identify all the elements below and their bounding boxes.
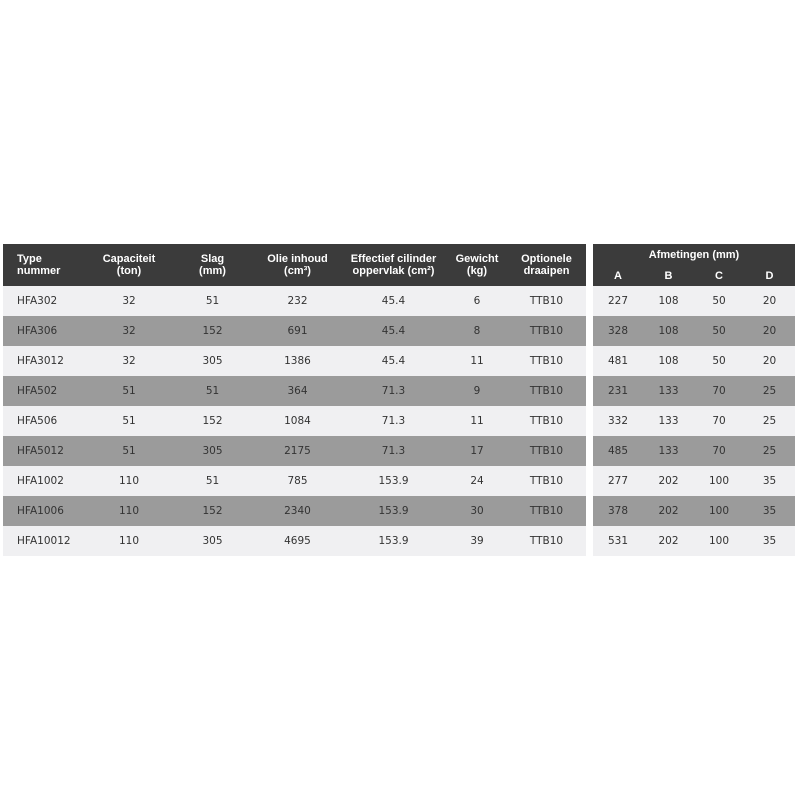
table-cell: HFA3012 (3, 346, 88, 376)
dimensions-row (593, 526, 795, 556)
table-cell: 45.4 (340, 316, 447, 346)
header-optional-pin: Optionele draaipen (507, 244, 586, 286)
table-cell: 227 (593, 286, 643, 316)
table-cell: 152 (170, 496, 255, 526)
table-cell: 153.9 (340, 526, 447, 556)
table-cell: 11 (447, 406, 507, 436)
table-cell: 51 (88, 406, 170, 436)
header-oil-capacity: Olie inhoud (cm³) (255, 244, 340, 286)
specifications-row (3, 436, 586, 466)
table-cell: 51 (88, 376, 170, 406)
table-cell: 202 (643, 496, 694, 526)
table-cell: 50 (694, 316, 744, 346)
table-cell: 202 (643, 526, 694, 556)
dimensions-row (593, 346, 795, 376)
table-cell: 50 (694, 346, 744, 376)
dimensions-columns-row (593, 266, 795, 286)
table-cell: 133 (643, 376, 694, 406)
table-cell: 51 (88, 436, 170, 466)
table-cell: 2340 (255, 496, 340, 526)
specifications-header-row (3, 244, 586, 286)
table-cell: 35 (744, 526, 795, 556)
table-cell: 45.4 (340, 286, 447, 316)
header-type-number: Type nummer (3, 244, 88, 286)
table-cell: 152 (170, 316, 255, 346)
specifications-row (3, 466, 586, 496)
table-cell: 108 (643, 346, 694, 376)
table-cell: 51 (170, 286, 255, 316)
table-cell: 11 (447, 346, 507, 376)
table-cell: HFA306 (3, 316, 88, 346)
specifications-row (3, 526, 586, 556)
table-cell: 25 (744, 376, 795, 406)
table-cell: 231 (593, 376, 643, 406)
dimensions-row (593, 496, 795, 526)
table-cell: 108 (643, 316, 694, 346)
table-cell: HFA1006 (3, 496, 88, 526)
table-cell: 32 (88, 346, 170, 376)
dimensions-title-row (593, 244, 795, 266)
table-cell: TTB10 (507, 466, 586, 496)
table-cell: 305 (170, 346, 255, 376)
table-cell: TTB10 (507, 286, 586, 316)
table-cell: 108 (643, 286, 694, 316)
table-cell: 332 (593, 406, 643, 436)
dimension-column-a: A (593, 266, 643, 286)
table-cell: 35 (744, 466, 795, 496)
dimension-column-c: C (694, 266, 744, 286)
table-cell: 6 (447, 286, 507, 316)
table-cell: 133 (643, 406, 694, 436)
table-cell: HFA302 (3, 286, 88, 316)
table-cell: 51 (170, 376, 255, 406)
table-cell: TTB10 (507, 406, 586, 436)
table-cell: 71.3 (340, 406, 447, 436)
table-cell: 364 (255, 376, 340, 406)
table-cell: HFA5012 (3, 436, 88, 466)
table-cell: 485 (593, 436, 643, 466)
table-cell: 232 (255, 286, 340, 316)
table-cell: HFA506 (3, 406, 88, 436)
table-cell: 378 (593, 496, 643, 526)
table-cell: 277 (593, 466, 643, 496)
table-cell: 328 (593, 316, 643, 346)
table-cell: 110 (88, 466, 170, 496)
table-cell: 305 (170, 436, 255, 466)
table-cell: 4695 (255, 526, 340, 556)
table-cell: 70 (694, 436, 744, 466)
specifications-table (3, 244, 586, 556)
table-cell: HFA502 (3, 376, 88, 406)
table-cell: 32 (88, 316, 170, 346)
table-cell: 70 (694, 406, 744, 436)
dimensions-row (593, 316, 795, 346)
table-cell: 32 (88, 286, 170, 316)
dimensions-row (593, 376, 795, 406)
table-cell: 9 (447, 376, 507, 406)
table-cell: TTB10 (507, 346, 586, 376)
table-cell: HFA1002 (3, 466, 88, 496)
table-cell: 71.3 (340, 436, 447, 466)
dimensions-row (593, 466, 795, 496)
dimensions-row (593, 406, 795, 436)
specifications-row (3, 406, 586, 436)
table-cell: 70 (694, 376, 744, 406)
header-effective-area: Effectief cilinder oppervlak (cm²) (340, 244, 447, 286)
dimensions-table (593, 244, 795, 556)
specifications-row (3, 286, 586, 316)
table-cell: 110 (88, 496, 170, 526)
table-cell: 20 (744, 286, 795, 316)
header-weight: Gewicht (kg) (447, 244, 507, 286)
table-cell: HFA10012 (3, 526, 88, 556)
table-cell: 691 (255, 316, 340, 346)
table-cell: 100 (694, 526, 744, 556)
specifications-row (3, 496, 586, 526)
header-stroke: Slag (mm) (170, 244, 255, 286)
specifications-row (3, 316, 586, 346)
table-cell: 100 (694, 496, 744, 526)
table-cell: TTB10 (507, 496, 586, 526)
table-cell: 45.4 (340, 346, 447, 376)
table-cell: 51 (170, 466, 255, 496)
table-cell: 20 (744, 316, 795, 346)
table-cell: TTB10 (507, 316, 586, 346)
table-cell: 24 (447, 466, 507, 496)
table-cell: 481 (593, 346, 643, 376)
table-cell: 1386 (255, 346, 340, 376)
table-cell: 25 (744, 436, 795, 466)
table-cell: 20 (744, 346, 795, 376)
dimensions-row (593, 286, 795, 316)
specifications-row (3, 346, 586, 376)
table-cell: TTB10 (507, 526, 586, 556)
dimensions-title: Afmetingen (mm) (593, 244, 795, 266)
table-cell: 153.9 (340, 496, 447, 526)
table-cell: 785 (255, 466, 340, 496)
table-cell: 8 (447, 316, 507, 346)
table-cell: 71.3 (340, 376, 447, 406)
table-cell: 133 (643, 436, 694, 466)
table-cell: 110 (88, 526, 170, 556)
table-cell: 305 (170, 526, 255, 556)
dimension-column-d: D (744, 266, 795, 286)
table-cell: 2175 (255, 436, 340, 466)
table-cell: 50 (694, 286, 744, 316)
table-cell: 30 (447, 496, 507, 526)
table-cell: 152 (170, 406, 255, 436)
table-cell: 35 (744, 496, 795, 526)
specifications-row (3, 376, 586, 406)
table-cell: 531 (593, 526, 643, 556)
header-capacity: Capaciteit (ton) (88, 244, 170, 286)
table-cell: 17 (447, 436, 507, 466)
table-cell: TTB10 (507, 436, 586, 466)
dimension-column-b: B (643, 266, 694, 286)
table-cell: 39 (447, 526, 507, 556)
table-cell: 153.9 (340, 466, 447, 496)
table-cell: 100 (694, 466, 744, 496)
table-cell: 25 (744, 406, 795, 436)
table-cell: 202 (643, 466, 694, 496)
table-cell: TTB10 (507, 376, 586, 406)
dimensions-row (593, 436, 795, 466)
table-cell: 1084 (255, 406, 340, 436)
